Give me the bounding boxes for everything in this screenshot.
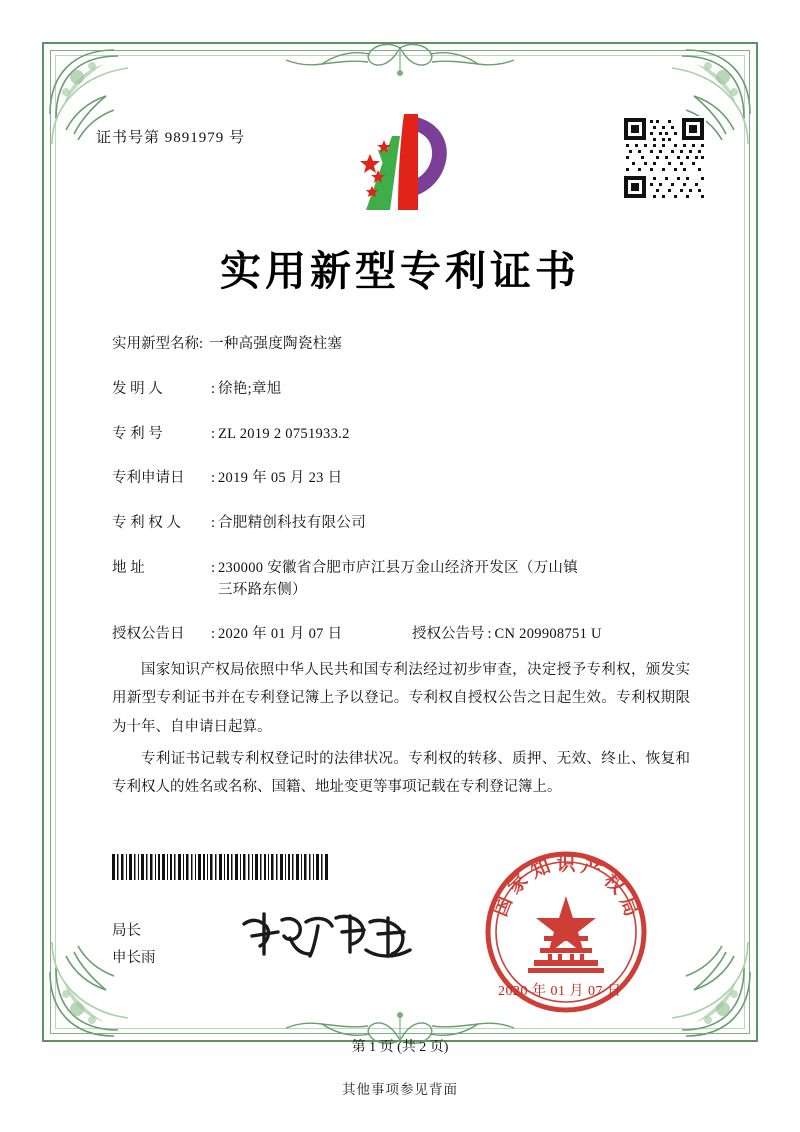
application-date-label: 专利申请日 <box>112 470 185 487</box>
inventor-label: 发 明 人 <box>112 380 163 397</box>
paragraph-1: 国家知识产权局依照中华人民共和国专利法经过初步审查，决定授予专利权，颁发实用新型专利证书并在专利登记簿上予以登记。专利权自授权公告之日起生效。专利权期限为十年、自申请日起算。 <box>112 662 690 735</box>
field-grant-row <box>112 624 692 646</box>
svg-text:权: 权 <box>599 870 628 899</box>
field-grant-number <box>412 624 692 646</box>
patentee-colon: : <box>210 515 216 531</box>
application-date-value: 2019 年 05 月 23 日 <box>218 470 343 487</box>
svg-text:国: 国 <box>490 893 517 920</box>
grant-number-value: CN 209908751 U <box>494 626 602 643</box>
address-line-2: 三环路东侧） <box>218 581 307 598</box>
address-line-1: 230000 安徽省合肥市庐江县万金山经济开发区（万山镇 <box>218 559 579 576</box>
field-application-date <box>112 468 692 490</box>
inventor-value: 徐艳;章旭 <box>218 380 282 397</box>
director-title-label: 局长 <box>112 923 141 939</box>
certificate-number: 证书号第 9891979 号 <box>96 130 246 146</box>
grant-date-colon: : <box>210 626 216 643</box>
top-flourish-ornament-icon <box>250 40 550 86</box>
page-title: 实用新型专利证书 <box>220 248 580 294</box>
utility-model-name-label: 实用新型名称: <box>112 336 204 352</box>
barcode-icon <box>112 854 330 880</box>
field-patent-number <box>112 424 692 446</box>
field-address <box>112 558 692 602</box>
patentee-value: 合肥精创科技有限公司 <box>218 515 366 531</box>
svg-text:识: 识 <box>556 854 576 875</box>
seal-date: 2020 年 01 月 07 日 <box>498 984 622 999</box>
grant-number-label: 授权公告号 <box>412 626 485 643</box>
grant-date-value: 2020 年 01 月 07 日 <box>218 626 343 643</box>
signature-block <box>112 918 156 972</box>
svg-text:家: 家 <box>504 870 533 899</box>
paragraph-2: 专利证书记载专利权登记时的法律状况。专利权的转移、质押、无效、终止、恢复和专利权人的姓名或名称、国籍、地址变更等事项记载在专利登记簿上。 <box>112 750 690 796</box>
address-label: 地 址 <box>112 559 145 576</box>
director-name-label: 申长雨 <box>112 949 156 966</box>
address-colon: : <box>210 559 216 576</box>
page-number: 第 1 页 (共 2 页) <box>351 1040 449 1055</box>
application-date-colon: : <box>210 470 216 487</box>
svg-text:产: 产 <box>578 856 605 883</box>
cnipa-logo-icon <box>348 110 458 214</box>
patentee-label: 专 利 权 人 <box>112 515 181 531</box>
field-inventor <box>112 379 692 401</box>
patent-number-value: ZL 2019 2 0751933.2 <box>218 425 350 442</box>
utility-model-name-value: 一种高强度陶瓷柱塞 <box>209 336 343 352</box>
svg-text:局: 局 <box>615 893 642 920</box>
qr-code-icon <box>622 116 706 200</box>
patent-number-label: 专 利 号 <box>112 425 163 442</box>
field-grant-date <box>112 624 412 646</box>
handwritten-signature-icon <box>238 906 418 966</box>
field-utility-model-name <box>112 334 692 356</box>
address-value <box>218 558 692 602</box>
svg-text:知: 知 <box>527 856 554 883</box>
footnote-text: 其他事项参见背面 <box>342 1082 458 1097</box>
patent-number-colon: : <box>210 425 216 442</box>
field-patentee <box>112 513 692 535</box>
body-text <box>112 656 690 805</box>
inventor-colon: : <box>210 380 216 397</box>
grant-date-label: 授权公告日 <box>112 626 185 643</box>
corner-ornament-icon <box>636 922 756 1042</box>
certificate-fields <box>112 334 692 669</box>
grant-number-colon: : <box>487 626 492 643</box>
